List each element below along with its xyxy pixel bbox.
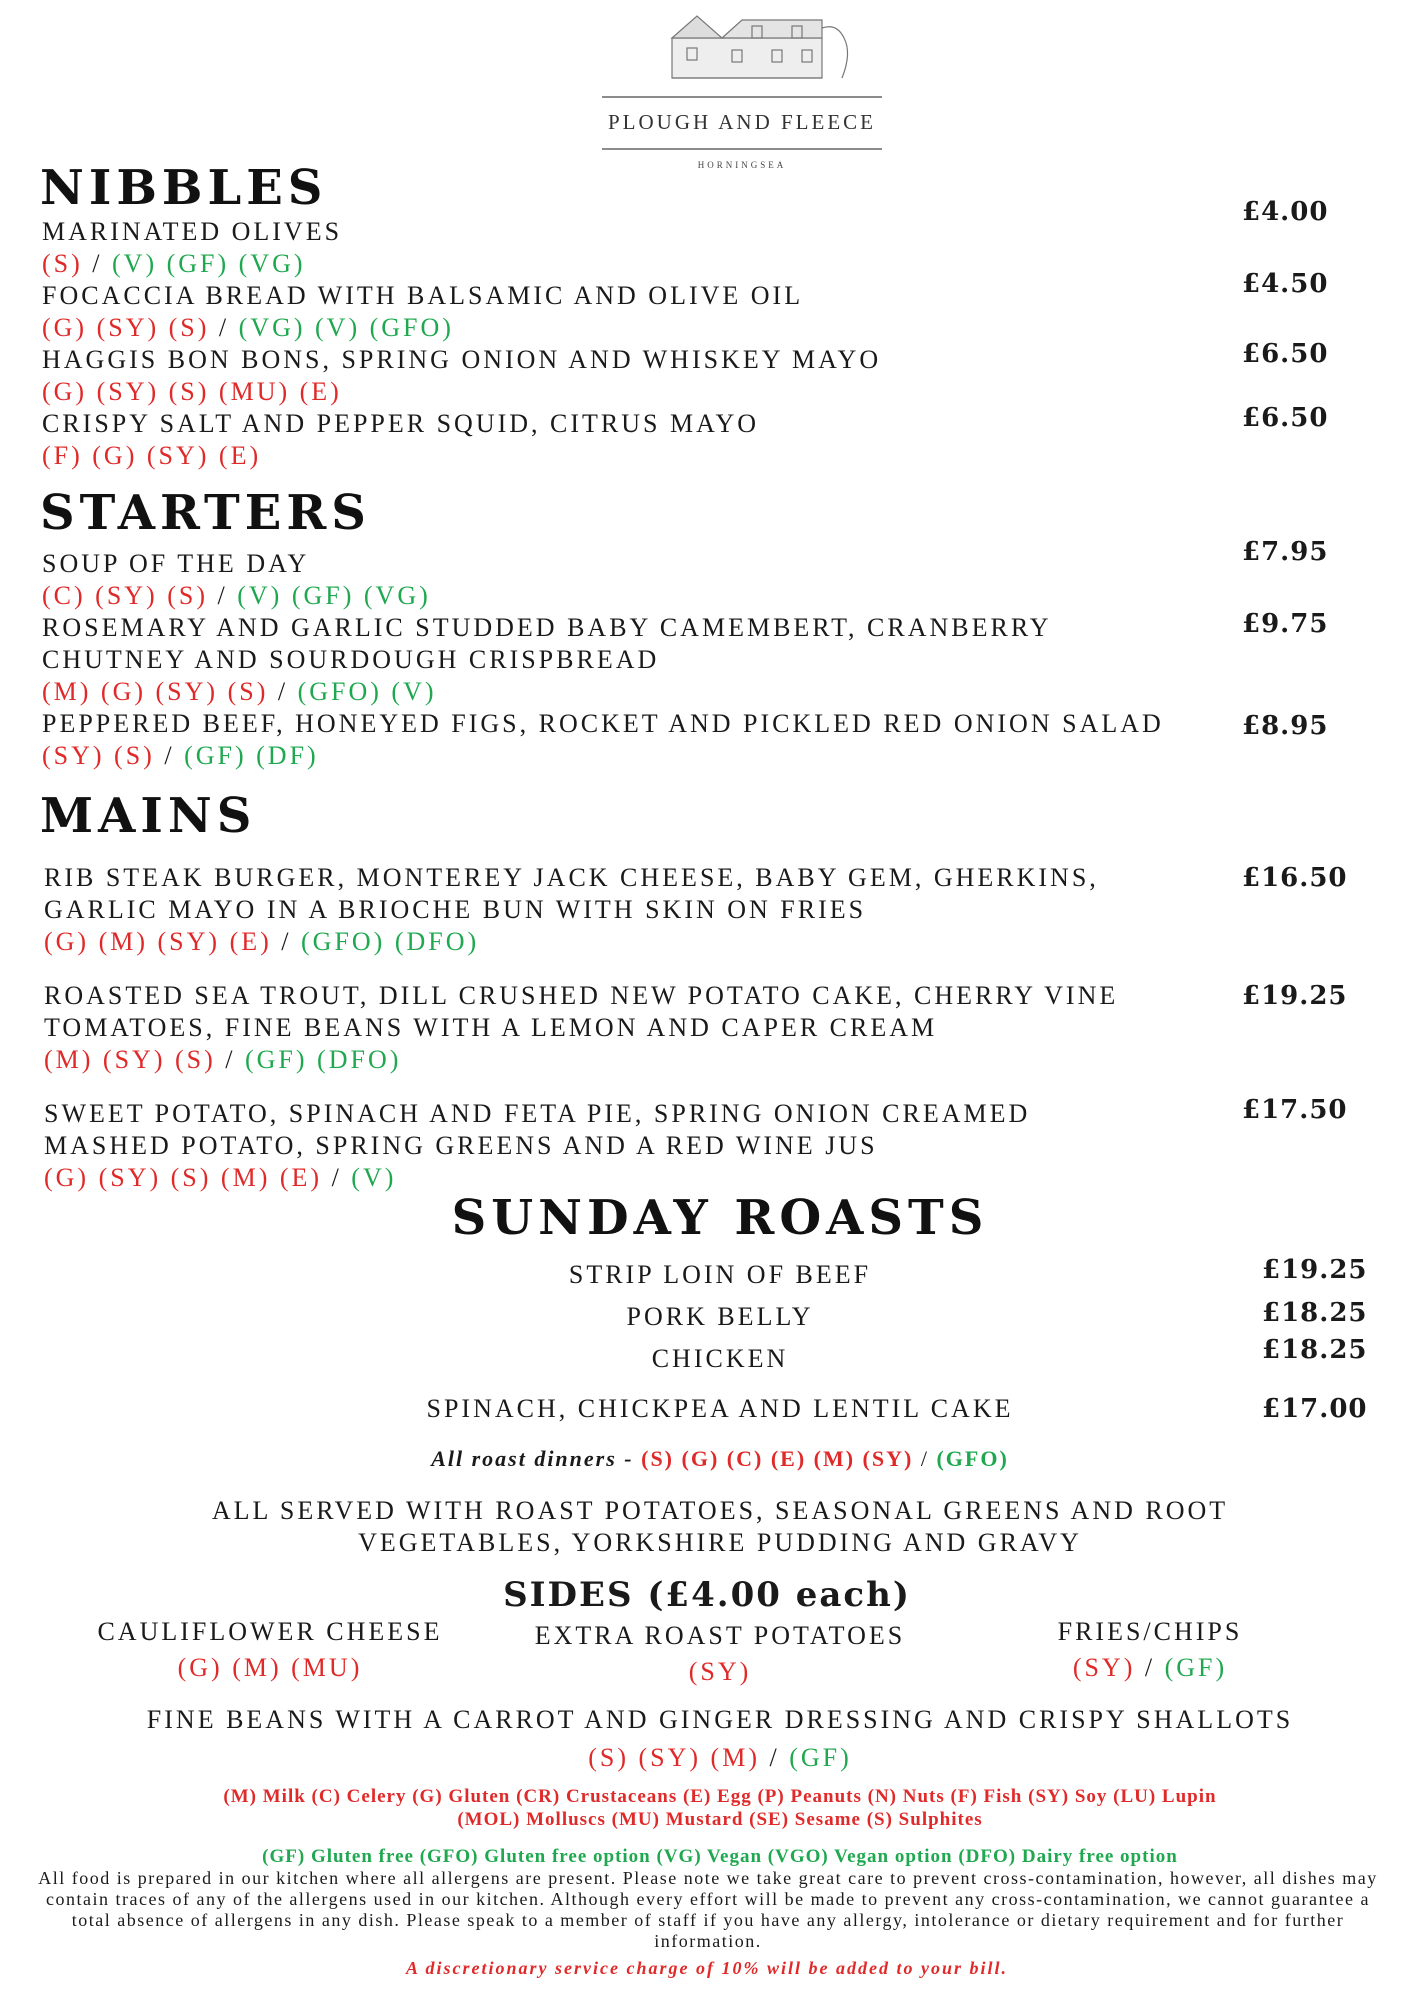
item-name: MARINATED OLIVES bbox=[42, 217, 343, 246]
item-price: £9.75 bbox=[1242, 609, 1329, 639]
allergens: (M) (G) (SY) (S) bbox=[42, 677, 269, 706]
roast-item-name: CHICKEN bbox=[651, 1344, 789, 1373]
menu-item bbox=[44, 980, 1164, 1076]
separator: / bbox=[218, 313, 230, 342]
section-title-sides: SIDES (£4.00 each) bbox=[503, 1575, 911, 1615]
allergen-legend-line: (MOL) Molluscs (MU) Mustard (SE) Sesame (S) Sulphites bbox=[457, 1809, 983, 1830]
roast-served-with: ALL SERVED WITH ROAST POTATOES, SEASONAL GREENS AND ROOT VEGETABLES, YORKSHIRE PUDDING AND GRAVY bbox=[211, 1496, 1229, 1557]
roast-item-price: £17.00 bbox=[1262, 1394, 1368, 1424]
dietary: (GFO) (DFO) bbox=[301, 927, 480, 956]
section-title-nibbles: NIBBLES bbox=[40, 160, 328, 216]
item-price: £4.50 bbox=[1242, 269, 1329, 299]
dietary: (GFO) (V) bbox=[297, 677, 437, 706]
item-price: £6.50 bbox=[1242, 339, 1329, 369]
separator: / bbox=[331, 1163, 342, 1192]
roast-item-price: £19.25 bbox=[1262, 1255, 1368, 1285]
menu-item bbox=[42, 280, 803, 344]
menu-item bbox=[42, 408, 759, 472]
roast-item-price: £18.25 bbox=[1262, 1335, 1368, 1365]
item-price: £16.50 bbox=[1242, 863, 1348, 893]
allergens: (M) (SY) (S) bbox=[44, 1045, 216, 1074]
allergens: (SY) (S) bbox=[42, 741, 155, 770]
side-name: EXTRA ROAST POTATOES bbox=[534, 1621, 906, 1650]
item-name: CRISPY SALT AND PEPPER SQUID, CITRUS MAYO bbox=[42, 409, 760, 438]
item-name: SWEET POTATO, SPINACH AND FETA PIE, SPRING ONION CREAMED MASHED POTATO, SPRING GREENS AND A RED WINE JUS bbox=[44, 1099, 1031, 1160]
dietary: (VG) (V) (GFO) bbox=[238, 313, 454, 342]
separator: / bbox=[164, 741, 175, 770]
section-title-roasts: SUNDAY ROASTS bbox=[451, 1190, 989, 1246]
item-name: RIB STEAK BURGER, MONTEREY JACK CHEESE, BABY GEM, GHERKINS, GARLIC MAYO IN A BRIOCHE BUN WITH SKIN ON FRIES bbox=[44, 863, 1099, 924]
menu-item bbox=[42, 216, 342, 280]
side-name: FINE BEANS WITH A CARROT AND GINGER DRESSING AND CRISPY SHALLOTS bbox=[146, 1705, 1294, 1734]
roast-item-name: PORK BELLY bbox=[626, 1302, 814, 1331]
allergen-legend bbox=[100, 1785, 1340, 1831]
item-name: SOUP OF THE DAY bbox=[42, 549, 310, 578]
dietary: (GFO) bbox=[936, 1446, 1009, 1471]
side-name: FRIES/CHIPS bbox=[1057, 1617, 1243, 1646]
separator: / bbox=[92, 249, 103, 278]
allergens: (G) (SY) (S) (MU) (E) bbox=[42, 377, 342, 406]
side-item bbox=[60, 1617, 480, 1683]
roast-item-name: STRIP LOIN OF BEEF bbox=[568, 1260, 872, 1289]
separator: / bbox=[225, 1045, 236, 1074]
menu-item bbox=[42, 612, 1062, 708]
menu-item bbox=[44, 862, 1164, 958]
menu-item bbox=[42, 344, 881, 408]
dietary: (V) (GF) (VG) bbox=[237, 581, 431, 610]
separator: / bbox=[277, 677, 289, 706]
separator: / bbox=[217, 581, 228, 610]
item-name: PEPPERED BEEF, HONEYED FIGS, ROCKET AND PICKLED RED ONION SALAD bbox=[42, 709, 1164, 738]
section-title-starters: STARTERS bbox=[40, 485, 371, 541]
dietary: (GF) (DF) bbox=[184, 741, 319, 770]
roast-item-name: SPINACH, CHICKPEA AND LENTIL CAKE bbox=[426, 1394, 1014, 1423]
allergens: (F) (G) (SY) (E) bbox=[42, 441, 262, 470]
menu-item bbox=[44, 1098, 1164, 1194]
separator: / bbox=[920, 1446, 929, 1471]
allergens: (S) (G) (C) (E) (M) (SY) bbox=[641, 1446, 914, 1471]
item-price: £17.50 bbox=[1242, 1095, 1348, 1125]
allergens: (S) bbox=[42, 249, 83, 278]
side-item bbox=[500, 1621, 940, 1687]
allergens: (C) (SY) (S) bbox=[42, 581, 208, 610]
item-name: ROSEMARY AND GARLIC STUDDED BABY CAMEMBERT, CRANBERRY CHUTNEY AND SOURDOUGH CRISPBREAD bbox=[42, 613, 1051, 674]
allergens: (G) (M) (MU) bbox=[177, 1653, 363, 1682]
dietary: (V) (GF) (VG) bbox=[112, 249, 306, 278]
dietary-legend: (GF) Gluten free (GFO) Gluten free option (VG) Vegan (VGO) Vegan option (DFO) Dairy free option bbox=[262, 1846, 1178, 1867]
separator: / bbox=[281, 927, 292, 956]
item-price: £8.95 bbox=[1242, 711, 1329, 741]
side-item bbox=[1000, 1617, 1300, 1683]
dietary: (GF) bbox=[789, 1743, 852, 1772]
separator: / bbox=[1144, 1653, 1156, 1682]
side-name: CAULIFLOWER CHEESE bbox=[97, 1617, 443, 1646]
item-price: £4.00 bbox=[1242, 197, 1329, 227]
item-name: FOCACCIA BREAD WITH BALSAMIC AND OLIVE OIL bbox=[42, 281, 804, 310]
allergens: (S) (SY) (M) bbox=[588, 1743, 760, 1772]
menu-item bbox=[42, 548, 431, 612]
allergens: (SY) bbox=[1072, 1653, 1136, 1682]
roast-all-label: All roast dinners - bbox=[431, 1446, 634, 1471]
allergen-legend-line: (M) Milk (C) Celery (G) Gluten (CR) Crustaceans (E) Egg (P) Peanuts (N) Nuts (F) Fish (SY) Soy (LU) Lupin bbox=[223, 1786, 1217, 1807]
item-price: £6.50 bbox=[1242, 403, 1329, 433]
logo bbox=[602, 8, 882, 168]
menu-item bbox=[42, 708, 1222, 772]
allergen-disclaimer: All food is prepared in our kitchen where all allergens are present. Please note we take great care to prevent cross-contamination, however, all dishes may contain traces of any of the allergens used in our kitchen. Although every effort will be made to prevent any cross-contamination, we cannot guarantee a total absence of allergens in any dish. Please speak to a member of staff if you have any allergy, intolerance or dietary requirement and for further information. bbox=[38, 1868, 1378, 1951]
allergens: (SY) bbox=[688, 1657, 752, 1686]
allergens: (G) (M) (SY) (E) bbox=[44, 927, 272, 956]
brand-name: PLOUGH AND FLEECE bbox=[607, 110, 876, 134]
service-charge-note: A discretionary service charge of 10% will be added to your bill. bbox=[406, 1958, 1008, 1978]
item-name: HAGGIS BON BONS, SPRING ONION AND WHISKEY MAYO bbox=[42, 345, 882, 374]
section-title-mains: MAINS bbox=[40, 788, 257, 844]
item-price: £7.95 bbox=[1242, 537, 1329, 567]
dietary: (V) bbox=[351, 1163, 397, 1192]
brand-location: HORNINGSEA bbox=[697, 160, 787, 170]
dietary: (GF) (DFO) bbox=[245, 1045, 402, 1074]
allergens: (G) (SY) (S) bbox=[42, 313, 210, 342]
separator: / bbox=[769, 1743, 780, 1772]
item-price: £19.25 bbox=[1242, 981, 1348, 1011]
roast-item-price: £18.25 bbox=[1262, 1298, 1368, 1328]
side-item bbox=[0, 1705, 1414, 1773]
allergens: (G) (SY) (S) (M) (E) bbox=[44, 1163, 323, 1192]
pub-building-icon bbox=[602, 8, 882, 168]
item-name: ROASTED SEA TROUT, DILL CRUSHED NEW POTATO CAKE, CHERRY VINE TOMATOES, FINE BEANS WITH A LEMON AND CAPER CREAM bbox=[44, 981, 1119, 1042]
dietary: (GF) bbox=[1164, 1653, 1228, 1682]
roast-allergens-line bbox=[0, 1446, 1414, 1472]
